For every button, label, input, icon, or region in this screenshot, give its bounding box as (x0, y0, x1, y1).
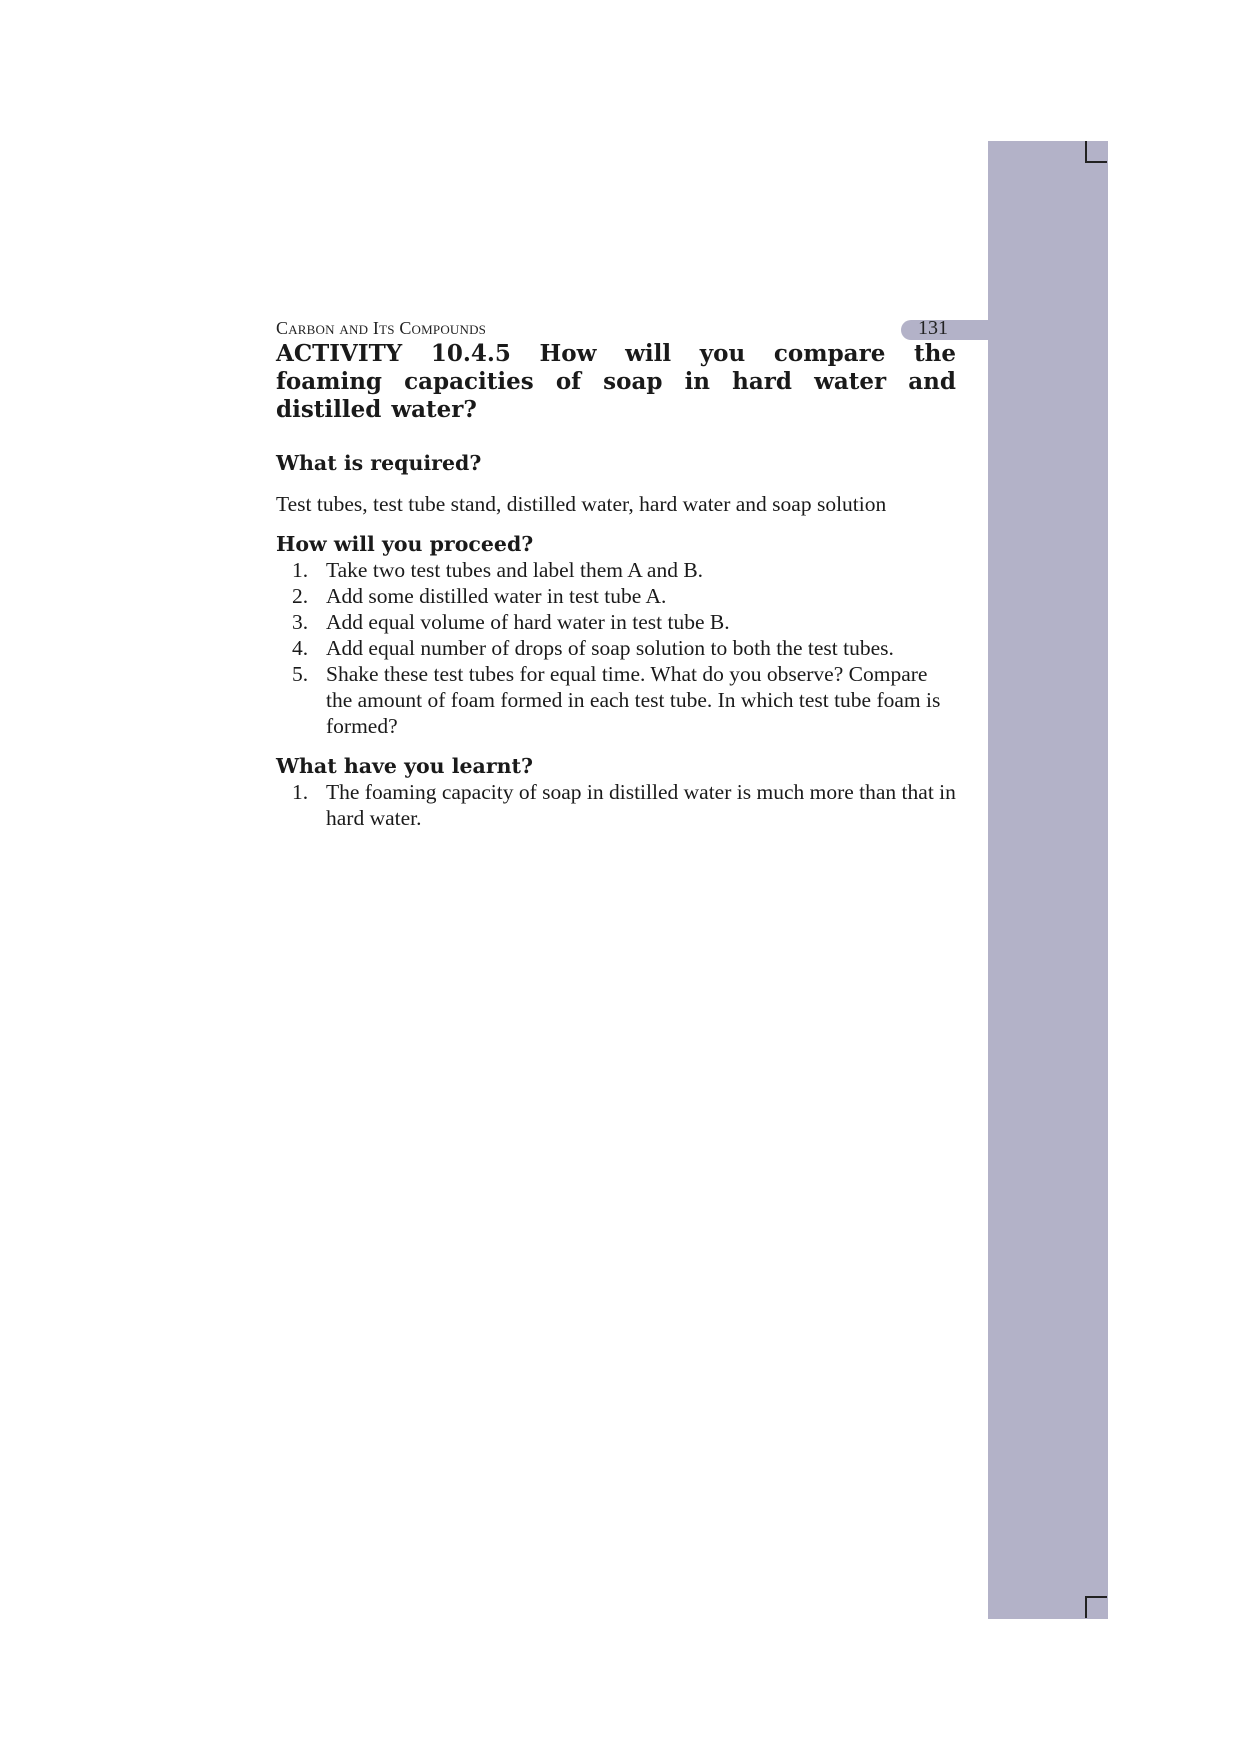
point-number: 1. (292, 780, 309, 804)
step-number: 3. (292, 610, 309, 634)
list-item (276, 557, 956, 583)
required-text: Test tubes, test tube stand, distilled water, hard water and soap solution (276, 492, 887, 516)
list-item (276, 635, 956, 661)
page-number: 131 (918, 317, 948, 339)
point-text: The foaming capacity of soap in distilled water is much more than that in hard water. (326, 780, 956, 830)
required-heading: What is required? (276, 451, 482, 475)
running-head: Carbon and Its Compounds (276, 318, 487, 338)
step-text: Take two test tubes and label them A and B. (326, 558, 704, 582)
procedure-list (276, 557, 956, 739)
step-text: Add equal volume of hard water in test tube B. (326, 610, 730, 634)
crop-mark-bottom (1085, 1596, 1107, 1618)
list-item (276, 661, 956, 739)
step-text: Shake these test tubes for equal time. What do you observe? Compare the amount of foam formed in each test tube. In which test tube foam is formed? (326, 662, 941, 738)
step-number: 5. (292, 662, 309, 686)
step-text: Add some distilled water in test tube A. (326, 584, 667, 608)
list-item (276, 779, 956, 831)
step-text: Add equal number of drops of soap solution to both the test tubes. (326, 636, 894, 660)
step-number: 4. (292, 636, 309, 660)
proceed-heading: How will you proceed? (276, 532, 534, 556)
step-number: 2. (292, 584, 309, 608)
side-color-band (988, 141, 1108, 1619)
crop-mark-top (1085, 141, 1107, 163)
page-content (276, 340, 956, 831)
activity-title: ACTIVITY 10.4.5 How will you compare the foaming capacities of soap in hard water and distilled water? (276, 340, 956, 423)
list-item (276, 609, 956, 635)
learnt-list (276, 779, 956, 831)
learnt-heading: What have you learnt? (276, 754, 534, 778)
step-number: 1. (292, 558, 309, 582)
list-item (276, 583, 956, 609)
